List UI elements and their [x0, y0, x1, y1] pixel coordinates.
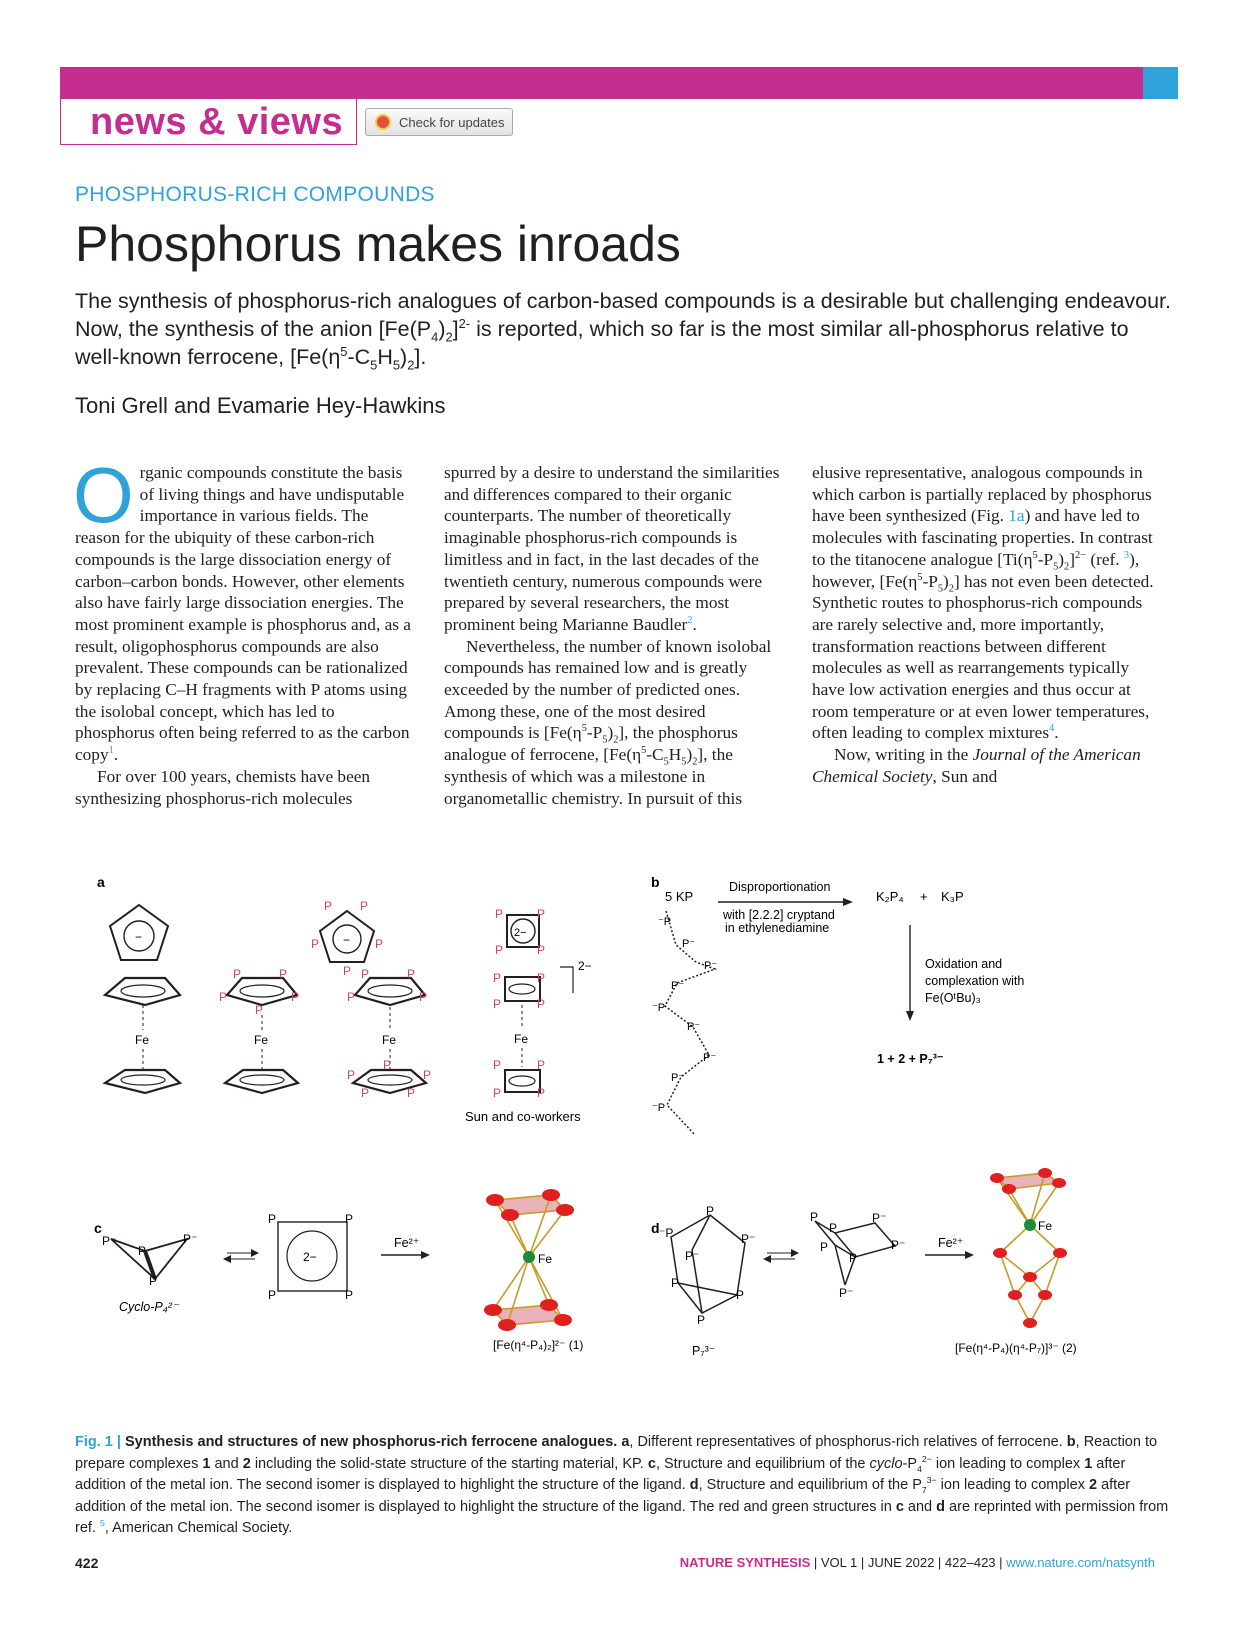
kp-p3: P⁻ — [704, 960, 718, 972]
body-column-1: Organic compounds constitute the basis of living things and have undisputable importance in various fields. The reason for the ubiquity of these carbon-rich compounds is the large dissociation energy of carbon–carbon bonds. However, other elements also have fairly large dissociation energies. The most prominent example is phosphorus and, as a result, oligophosphorus compounds are also prevalent. These compounds can be rationalized by replacing C–H fragments with P atoms using the isolobal concept, which has led to phosphorus often being referred to as the carbon copy$^1$. For over 100 years, chemists have been synthesizing phosphorus-rich molecules — [73, 451, 411, 808]
kp-p7: P⁻ — [703, 1052, 717, 1064]
p4-atom-4: P — [537, 943, 546, 957]
cyclo-p4-bent — [102, 1232, 197, 1314]
d-iso-p5: P — [849, 1251, 858, 1265]
b-oxidation-3: Fe(OᵗBu)₃ — [925, 991, 981, 1005]
caption-n2: 2 — [242, 1455, 251, 1472]
caption-c: c — [647, 1455, 656, 1472]
fe-p4-p2: P — [537, 971, 546, 985]
pf2-p7: P — [347, 1068, 356, 1082]
b-oxidation-2: complexation with — [925, 974, 1025, 988]
caption-d-text-3: after addition of the metal ion. The second isomer is displayed to highlight the structure of the ligand. The red and green structures in — [75, 1477, 1131, 1515]
c-sq-p4: P — [345, 1288, 354, 1302]
kp-p6: P⁻ — [687, 1021, 701, 1033]
check-for-updates-button[interactable] — [365, 108, 513, 136]
reaction-scheme — [665, 880, 1024, 1066]
d-p-right: P⁻ — [741, 1232, 756, 1246]
caption-a: a — [621, 1434, 630, 1450]
complex-1-structure — [484, 1189, 583, 1352]
p5-charge: − — [343, 933, 351, 947]
fe-p4-sandwich — [465, 959, 592, 1124]
caption-cyclo: cyclo — [869, 1455, 903, 1472]
b-solvent: in ethylenediamine — [725, 921, 830, 935]
caption-ref-5[interactable]: 5 — [99, 1518, 105, 1529]
body-column-2: spurred by a desire to understand the similarities and differences compared to their organic counterparts. The number of theoretically imaginable phosphorus-rich compounds is limitless and in fact, in the last decades of the twentieth century, numerous compounds were prepared by several researchers, the most prominent being Marianne Baudler$^2$. Nevertheless, the number of known isolobal compounds has remained low and is greatly exceeded by the number of predicted ones. Among these, one of the most desired compounds is $[Fe(\eta^5-P_5)_2]$, the phosphorus analogue of ferrocene, $[Fe(\eta^5-C_5H_5)_2]$, the synthesis of which was a milestone in organometallic chemistry. In pursuit of this — [444, 463, 780, 808]
p4-charge: 2− — [514, 927, 527, 939]
fe-p4-p6: P — [537, 1058, 546, 1072]
b-plus: + — [920, 889, 928, 904]
pf1-p1: P — [233, 967, 242, 981]
equilibrium-arrows-c — [223, 1249, 259, 1263]
article-title: Phosphorus makes inroads — [75, 216, 681, 272]
body-column-3: elusive representative, analogous compounds in which carbon is partially replaced by phosphorus have been synthesized (Fig. 1a) and have led to molecules with fascinating properties. In contrast to the titanocene analogue $[Ti(\eta^5-P_5)_2]^{2-}$ (ref. $^3$), however, $[Fe(\eta^5-P_5)_2]$ has not even been detected. Synthetic routes to phosphorus-rich compounds are rarely selective and, more importantly, transformation reactions between different molecules as well as rearrangements typically have low activation energies and thus occur at room temperature or at even lower temperatures, often leading to complex mixtures$^4$. Now, writing in the Journal of the American Chemical Society, Sun and — [812, 463, 1154, 786]
caption-end: are reprinted with permission from ref. — [75, 1498, 1169, 1536]
page-number: 422 — [75, 1555, 99, 1571]
b-disproportionation: Disproportionation — [729, 880, 831, 894]
cyclo-p4-square — [268, 1212, 353, 1302]
equilibrium-arrows-d — [763, 1249, 799, 1263]
cyclopentadienyl-anion — [110, 905, 168, 960]
c-p4: P — [149, 1274, 158, 1288]
article-kicker: PHOSPHORUS-RICH COMPOUNDS — [75, 183, 435, 206]
phosphaferrocene-2 — [347, 967, 431, 1100]
check-for-updates-label: Check for updates — [399, 114, 505, 130]
d-iso-p7: P⁻ — [839, 1286, 854, 1300]
fe-p4-p7: P — [493, 1086, 502, 1100]
cyclo-p4-dianion — [495, 907, 545, 957]
kp-p9: ⁻P — [652, 1102, 666, 1114]
p4-atom-1: P — [495, 907, 504, 921]
header-bar-accent — [1143, 67, 1178, 99]
article-standfirst: The synthesis of phosphorus-rich analogues of carbon-based compounds is a desirable but challenging endeavour. Now, the synthesis of the anion $[Fe(P_4)_2]^{2-}$ is reported, which so far is the most similar all-phosphorus relative to well-known ferrocene, $[Fe(\eta^5-C_5H_5)_2]$. — [75, 289, 1172, 373]
pf1-fe: Fe — [254, 1033, 269, 1047]
caption-n1: 1 — [202, 1455, 211, 1472]
d-iso-p6: P — [820, 1240, 829, 1254]
p5-atom-4: P — [375, 937, 384, 951]
caption-b-text-2: including the solid-state structure of the starting material, KP. — [254, 1455, 644, 1472]
sun-coworkers-label: Sun and co-workers — [465, 1109, 581, 1124]
caption-b: b — [1066, 1434, 1076, 1450]
kp-p5: ⁻P — [652, 1002, 666, 1014]
kp-p8: P⁻ — [671, 1072, 685, 1084]
phosphaferrocene-1 — [219, 967, 299, 1093]
standfirst-part-2: is reported, which so far is the most similar all-phosphorus relative to well-known ferrocene, [Fe(η — [75, 317, 1129, 369]
pf2-p8: P — [423, 1068, 432, 1082]
fe-p4-p8: P — [537, 1086, 546, 1100]
d-iso-p2: P — [829, 1221, 838, 1235]
update-badge-icon — [375, 114, 391, 130]
pf2-p9: P — [361, 1086, 370, 1100]
pf2-p4: P — [419, 990, 428, 1004]
reaction-arrow-c — [381, 1236, 430, 1259]
kp-p2: P⁻ — [682, 938, 696, 950]
d-p-br: P — [736, 1288, 745, 1302]
fe-p4-p3: P — [493, 997, 502, 1011]
d-p-left: ⁻P — [659, 1226, 674, 1240]
p7-cage — [659, 1204, 755, 1358]
caption-c2: c — [895, 1498, 904, 1515]
p5-atom-3: P — [311, 937, 320, 951]
figure-1 — [75, 865, 1175, 1405]
c-sq-p2: P — [345, 1212, 354, 1226]
pf2-fe: Fe — [382, 1033, 397, 1047]
caption-a-text: , Different representatives of phosphorus-rich relatives of ferrocene. — [629, 1434, 1063, 1450]
d-iso-p3: P⁻ — [872, 1211, 887, 1225]
panel-b-label: b — [651, 874, 660, 890]
section-label: news & views — [90, 101, 344, 143]
fe-p4-charge: 2− — [578, 959, 592, 973]
fe-p4-fe: Fe — [514, 1032, 529, 1046]
cp-charge: − — [135, 930, 143, 944]
caption-n1b: 1 — [1084, 1455, 1093, 1472]
panel-d-label: d — [651, 1220, 660, 1236]
pf2-p3: P — [347, 990, 356, 1004]
pf2-p2: P — [407, 967, 416, 981]
c-fe2: Fe²⁺ — [394, 1236, 420, 1250]
caption-and2: and — [907, 1498, 933, 1515]
article-authors: Toni Grell and Evamarie Hey-Hawkins — [75, 393, 446, 418]
d-p-bottom: P — [697, 1313, 706, 1327]
ferrocene-fe: Fe — [135, 1033, 150, 1047]
caption-c-text: , Structure and equilibrium of the — [655, 1455, 866, 1472]
c-p2: P — [138, 1244, 147, 1258]
c-p1: P⁻ — [102, 1234, 117, 1248]
kp-p1: ⁻P — [658, 916, 672, 928]
c-cyclo-label: Cyclo-P₄²⁻ — [119, 1300, 179, 1314]
caption-c-text-2: -P — [902, 1455, 918, 1472]
kp-helical-chain — [652, 911, 717, 1135]
pf1-p4: P — [291, 990, 300, 1004]
drop-cap: O — [73, 451, 134, 539]
b-5kp: 5 KP — [665, 889, 694, 904]
pf1-p3: P — [219, 990, 228, 1004]
complex-2-structure — [955, 1168, 1077, 1355]
footer-issue: | VOL 1 | JUNE 2022 | 422–423 | — [810, 1555, 1007, 1570]
caption-d: d — [689, 1477, 699, 1493]
caption-end-2: , American Chemical Society. — [104, 1520, 293, 1536]
p4-atom-2: P — [537, 907, 546, 921]
c-sq-p3: P — [268, 1288, 277, 1302]
c-p3: P⁻ — [183, 1232, 198, 1246]
caption-b-text: , Reaction to prepare complexes — [75, 1434, 1158, 1472]
complex-2-label: [Fe(η⁴-P₄)(η⁴-P₇)]³⁻ (2) — [955, 1341, 1077, 1355]
pf1-p2: P — [279, 967, 288, 981]
b-k3p: K₃P — [941, 889, 964, 904]
pf2-p1: P — [361, 967, 370, 981]
complex-2-fe: Fe — [1038, 1219, 1053, 1233]
d-iso-p1: P — [810, 1210, 819, 1224]
header-bar — [60, 67, 1178, 99]
pf2-p6: P — [383, 1058, 392, 1072]
footer-journal-name: NATURE SYNTHESIS — [679, 1555, 811, 1570]
standfirst-part-1: The synthesis of phosphorus-rich analogues of carbon-based compounds is a desirable but challenging endeavour. Now, the synthesis of the anion [Fe(P — [75, 289, 1172, 341]
ferrocene — [105, 978, 180, 1093]
reaction-arrow-d — [925, 1236, 974, 1259]
p5-atom-2: P — [360, 899, 369, 913]
b-oxidation-1: Oxidation and — [925, 957, 1003, 971]
caption-and: and — [214, 1455, 239, 1472]
caption-title: Synthesis and structures of new phosphorus-rich ferrocene analogues. — [124, 1434, 618, 1450]
panel-a-label: a — [97, 874, 105, 890]
footer-url-link[interactable]: www.nature.com/natsynth — [1006, 1555, 1155, 1570]
d-p-mid: P⁻ — [685, 1249, 700, 1263]
p7-isomer — [810, 1210, 905, 1300]
footer-journal-info — [680, 1555, 1155, 1570]
fe-p4-p1: P — [493, 971, 502, 985]
d-iso-p4: P⁻ — [891, 1238, 906, 1252]
b-cryptand: with [2.2.2] cryptand — [723, 908, 835, 922]
d-p-bl: P — [671, 1276, 680, 1290]
panel-c-label: c — [94, 1220, 102, 1236]
fe-p4-p5: P — [493, 1058, 502, 1072]
pf1-p5: P — [255, 1003, 264, 1017]
caption-c-text-4: after addition of the metal ion. The second isomer is displayed to highlight the structure of the ligand. — [75, 1455, 1126, 1493]
c-square-charge: 2− — [303, 1250, 317, 1264]
caption-c-text-3: ion leading to complex — [935, 1455, 1081, 1472]
p5-atom-5: P — [343, 964, 352, 978]
pf2-p10: P — [407, 1086, 416, 1100]
d-fe2: Fe²⁺ — [938, 1236, 964, 1250]
complex-1-label: [Fe(η⁴-P₄)₂]²⁻ (1) — [493, 1338, 584, 1352]
figure-caption: Fig. 1 | Synthesis and structures of new phosphorus-rich ferrocene analogues. a, Different representatives of phosphorus-rich relatives of ferrocene. b, Reaction to prepare complexes 1 and 2 including the solid-state structure of the starting material, KP. c, Structure and equilibrium of the cyclo-$P_4^{2-}$ ion leading to complex 1 after addition of the metal ion. The second isomer is displayed to highlight the structure of the ligand. d, Structure and equilibrium of the $P_7^{3-}$ ion leading to complex 2 after addition of the metal ion. The second isomer is displayed to highlight the structure of the ligand. The red and green structures in c and d are reprinted with permission from ref. $^5$, American Chemical Society. — [75, 1434, 1169, 1536]
p4-atom-3: P — [495, 943, 504, 957]
fe-p4-p4: P — [537, 997, 546, 1011]
caption-fig-label[interactable]: Fig. 1 | — [75, 1434, 121, 1450]
kp-p4: P⁻ — [671, 980, 685, 992]
c-sq-p1: P — [268, 1212, 277, 1226]
pentaphospholide-anion — [311, 899, 383, 978]
caption-d2: d — [936, 1498, 946, 1515]
p5-atom-1: P — [324, 899, 333, 913]
d-p7-label: P₇³⁻ — [692, 1344, 716, 1358]
complex-1-fe: Fe — [538, 1252, 553, 1266]
caption-n2b: 2 — [1088, 1477, 1098, 1493]
b-products: 1 + 2 + P₇³⁻ — [877, 1052, 944, 1066]
d-p-top: P — [706, 1204, 715, 1218]
b-k2p4: K₂P₄ — [876, 889, 904, 904]
caption-d-text-2: ion leading to complex — [940, 1477, 1085, 1493]
caption-d-text: , Structure and equilibrium of the P — [698, 1477, 922, 1493]
